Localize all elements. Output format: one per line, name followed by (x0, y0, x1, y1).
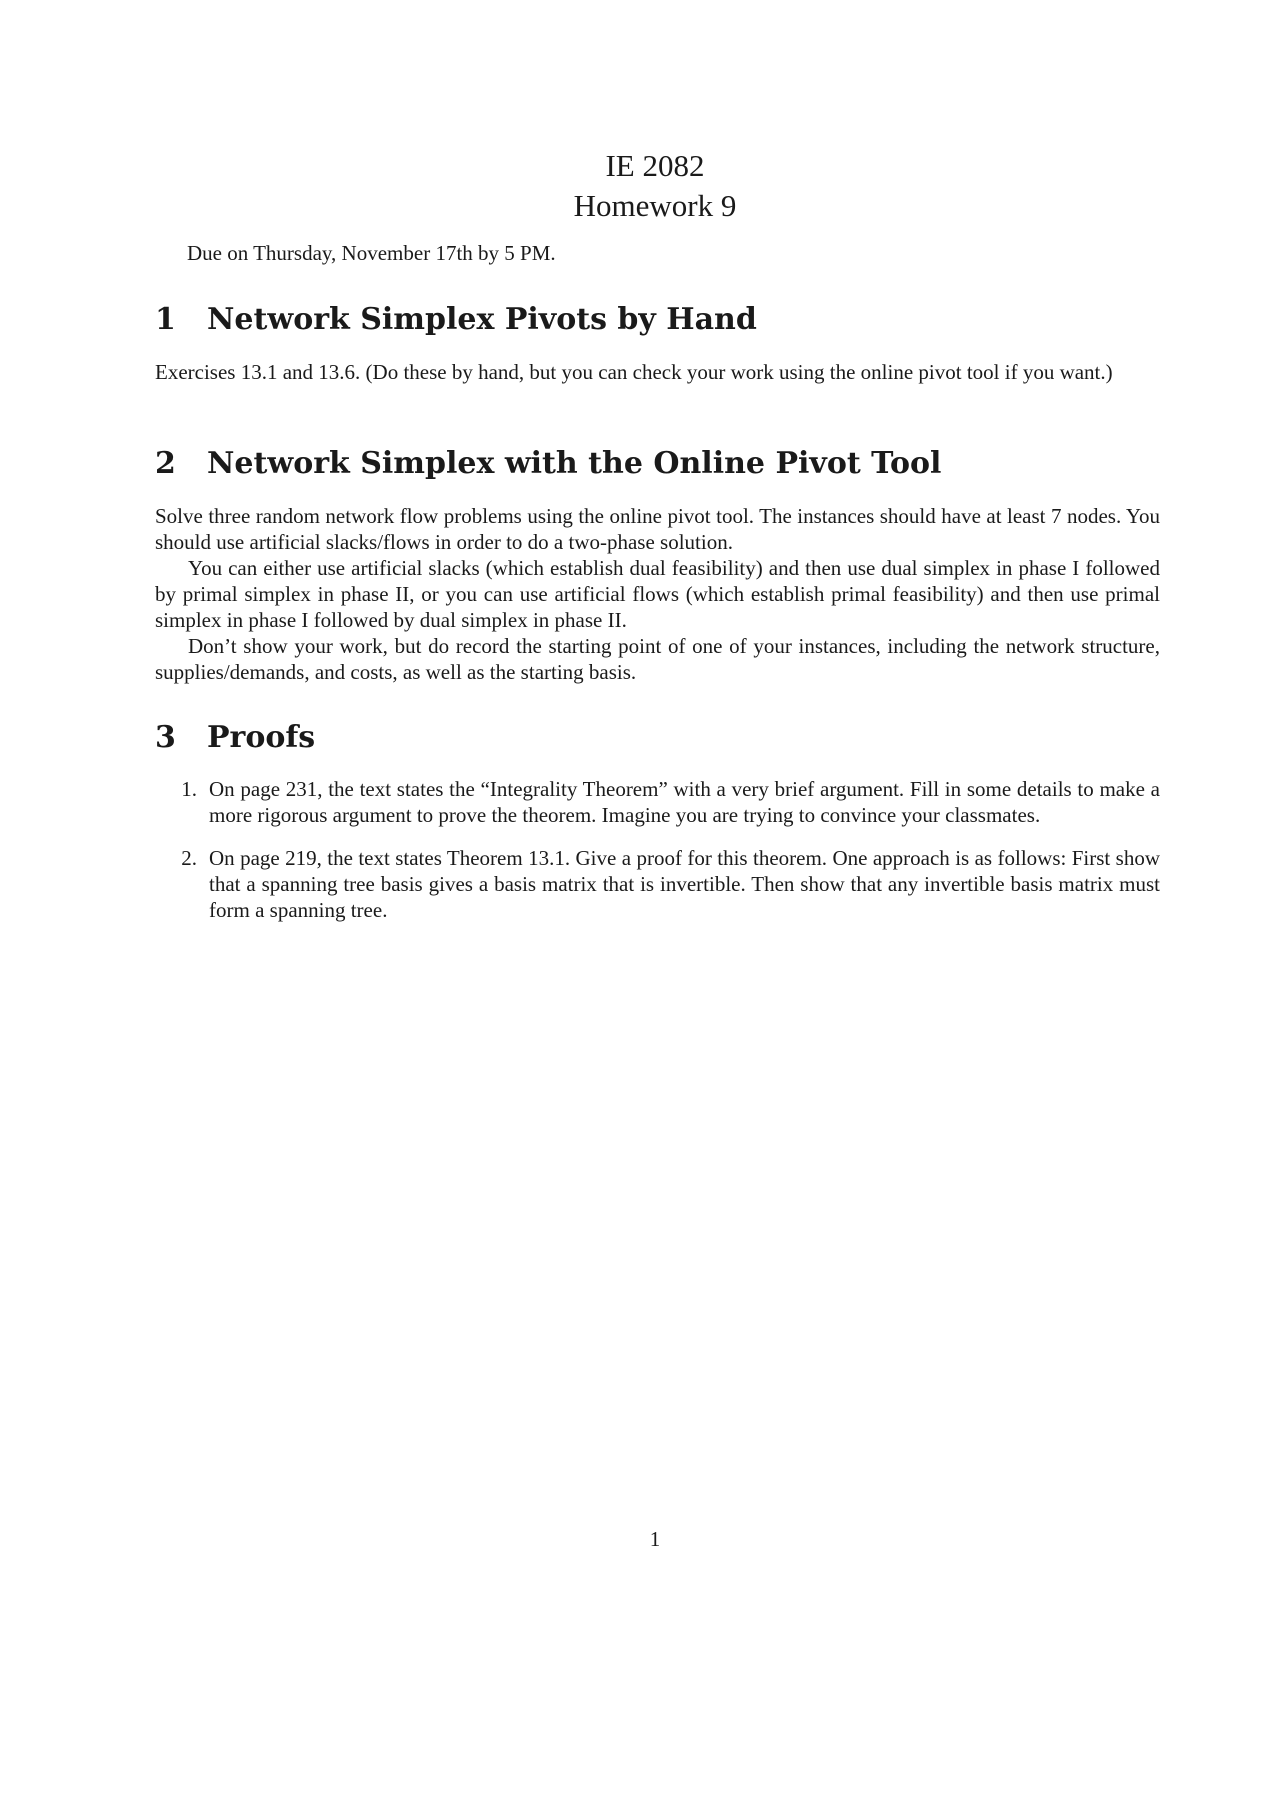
section-2 (155, 446, 1160, 685)
assignment-title: Homework 9 (573, 188, 737, 223)
section-heading (155, 446, 1160, 482)
proof-list (155, 776, 1160, 923)
paragraph: Don’t show your work, but do record the starting point of one of your instances, including the network structure, supplies/demands, and costs, as well as the starting basis. (155, 634, 1160, 684)
section-title: Network Simplex with the Online Pivot Tool (207, 446, 942, 481)
list-item-number: 2. (181, 846, 197, 870)
title-block (0, 146, 1280, 226)
section-number: 1 (155, 302, 176, 337)
section-heading (155, 720, 1160, 756)
section-title: Network Simplex Pivots by Hand (207, 302, 757, 337)
list-item-text: On page 219, the text states Theorem 13.1. Give a proof for this theorem. One approach is as follows: First show that a spanning tree basis gives a basis matrix that is invertible. Then show that any invertible basis matrix must form a spanning tree. (209, 846, 1160, 922)
list-item-text: On page 231, the text states the “Integrality Theorem” with a very brief argument. Fill in some details to make a more rigorous argument to prove the theorem. Imagine you are trying to convince your classmates. (209, 777, 1160, 827)
section-3 (155, 720, 1160, 940)
list-item (155, 776, 1160, 828)
due-date: Due on Thursday, November 17th by 5 PM. (187, 241, 556, 265)
page-number: 1 (649, 1527, 661, 1551)
section-heading (155, 302, 1160, 338)
paragraph: Exercises 13.1 and 13.6. (Do these by hand, but you can check your work using the online pivot tool if you want.) (155, 360, 1113, 384)
list-item (155, 845, 1160, 923)
section-1 (155, 302, 1160, 385)
section-title: Proofs (207, 720, 316, 755)
section-number: 3 (155, 720, 176, 755)
section-number: 2 (155, 446, 176, 481)
paragraph: Solve three random network flow problems using the online pivot tool. The instances should have at least 7 nodes. You should use artificial slacks/flows in order to do a two-phase solution. (155, 504, 1160, 554)
course-title: IE 2082 (605, 148, 705, 183)
paragraph: You can either use artificial slacks (which establish dual feasibility) and then use dual simplex in phase I followed by primal simplex in phase II, or you can use artificial flows (which establish primal feasibility) and then use primal simplex in phase I followed by dual simplex in phase II. (155, 556, 1160, 632)
list-item-number: 1. (181, 777, 197, 801)
